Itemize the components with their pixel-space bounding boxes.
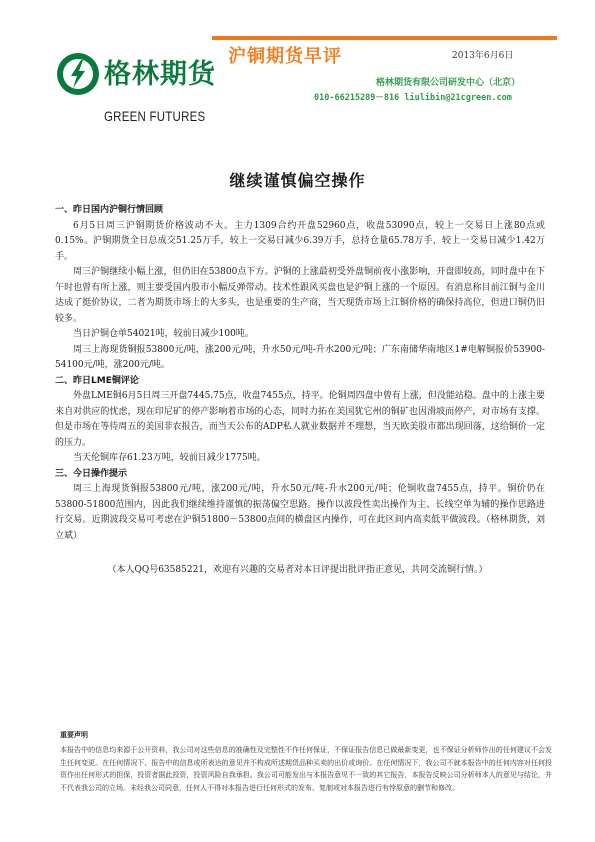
paragraph: 周三沪铜继续小幅上涨，但仍旧在53800点下方。沪铜的上涨最初受外盘铜前夜小涨影响，开盘即较高，同时盘中在下午时也曾有所上涨，则主要受国内股市小幅反弹带动。技术性跟风买盘也是沪铜上涨的一个原因。有消息称目前江铜与金川达成了挺价协议，二者为期货市场上的大多头，也是重要的生产商，当天现货市场上江铜价格的确保持高位，但进口铜仍旧较多。 — [55, 267, 545, 324]
logo-chinese-name: 格林期货 — [104, 59, 216, 90]
paragraph: 外盘LME铜6月5日周三开盘7445.75点，收盘7455点，持平。伦铜周四盘中曾有上涨，但没能站稳。盘中的上涨主要来自对供应的忧虑，现在印尼矿的停产影响着市场的心态，同时力拓在美国犹它州的铜矿也因滑坡而停产，对市场有支撑。但是市场在等待周五的美国非农报告，而当天公布的ADP私人就业数据并不理想，当天欧美股市都出现回落，这给铜价一定的压力。 — [55, 391, 545, 448]
report-body — [55, 203, 545, 544]
section-domestic-review — [55, 203, 545, 374]
header-divider — [212, 36, 557, 40]
author-signoff: （本人QQ号63585221，欢迎有兴趣的交易者对本日评提出批评指正意见，共同交流铜行情。） — [107, 565, 488, 575]
section-heading: 一、昨日国内沪铜行情回顾 — [55, 205, 164, 215]
disclaimer-title: 重要声明 — [60, 731, 88, 739]
disclaimer-text: 本报告中的信息均来源于公开资料，我公司对这些信息的准确性及完整性不作任何保证，不保证报告信息已做最新变更，也不保证分析师作出的任何建议不会发生任何变更。在任何情况下，报告中的信息或所表达的意见并不构成所述期货品种买卖的出价或询价。在任何情况下，我公司不就本报告中的任何内容对任何投资作出任何形式的担保，投资者据此投资，投资风险自我承担。我公司可能发出与本报告意见不一致的其它报告，本报告反映公司分析师本人的意见与结论，并不代表我公司的立场。未经我公司同意，任何人不得对本报告进行任何形式的发布、复制或对本报告进行有悖原意的删节和修改。 — [60, 746, 552, 792]
contact-info: 010-66215289－816 liulibin@21cgreen.com — [314, 93, 512, 103]
company-logo — [52, 48, 216, 130]
paragraph: 周三上海现货铜报53800元/吨，涨200元/吨，升水50元/吨-升水200元/吨；伦铜收盘7455点，持平。铜价仍在53800-51800范围内，因此我们继续维持谨慎的振荡偏空思路。操作以波段性卖出操作为主、长线空单为辅的操作思路进行交易。近期波段交易可考虑在沪铜51800－53800点间的横盘区内操作，可在此区间内高卖低平做波段。（格林期货，刘立斌） — [55, 484, 545, 541]
logo-english-name: GREEN FUTURES — [104, 108, 206, 124]
paragraph: 当天伦铜库存61.23万吨，较前日减少1775吨。 — [73, 453, 266, 463]
paragraph: 6月5日周三沪铜期货价格波动不大。主力1309合约开盘52960点，收盘53090点，较上一交易日上涨80点或0.15%。沪铜期货全日总成交51.25万手，较上一交易日减少6.39万手，总持仓量65.78万手，较上一交易日减少1.42万手。 — [55, 220, 545, 262]
main-title: 继续谨慎偏空操作 — [229, 171, 366, 190]
paragraph: 当日沪铜仓单54021吨，较前日减少100吨。 — [73, 329, 254, 339]
section-heading: 二、昨日LME铜评论 — [55, 375, 139, 386]
report-date: 2013年6月6日 — [452, 51, 514, 61]
paragraph: 周三上海现货铜报53800元/吨，涨200元/吨，升水50元/吨-升水200元/吨；广东南储华南地区1#电解铜报价53900-54100元/吨，涨200元/吨。 — [55, 344, 545, 370]
disclaimer — [60, 729, 552, 794]
company-name: 格林期货有限公司研发中心（北京） — [376, 78, 521, 88]
section-heading: 三、今日操作提示 — [55, 468, 128, 479]
section-lme-review — [55, 374, 545, 467]
section-trading-tips — [55, 467, 545, 545]
report-title: 沪铜期货早评 — [228, 46, 342, 67]
green-futures-logo-icon — [56, 52, 100, 96]
